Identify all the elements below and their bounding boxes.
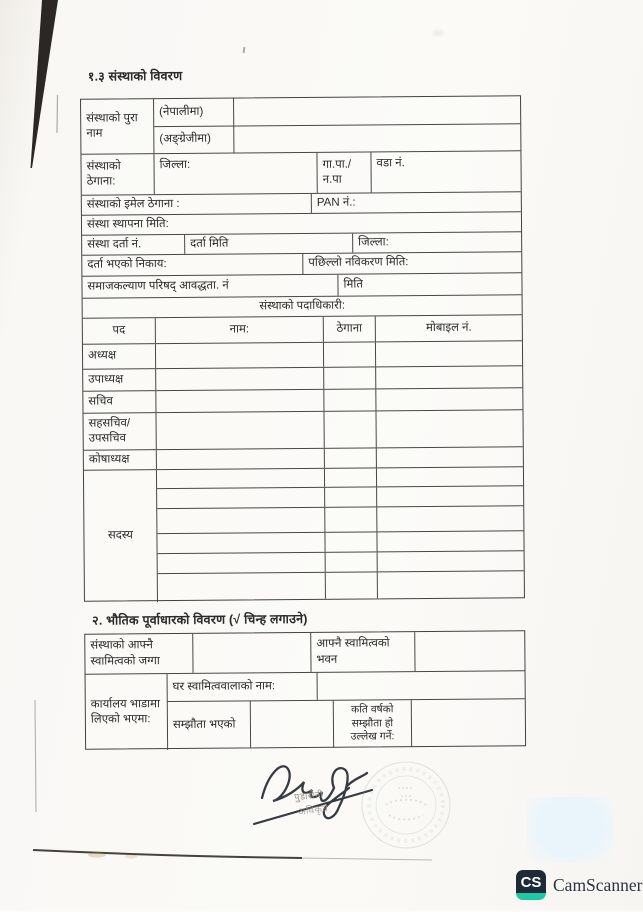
renewal-label: पछिल्लो नविकरण मिति:: [308, 256, 409, 270]
rented-office-label: कार्यालय भाडामा लिएको भएमा:: [86, 674, 169, 751]
address-cell: [325, 507, 377, 531]
post-label: उपाध्यक्ष: [83, 369, 156, 391]
name-cell: [157, 449, 325, 469]
address-cell: [324, 411, 376, 447]
mobile-cell: [378, 571, 524, 598]
mobile-cell: [376, 410, 522, 447]
establishment-label: संस्था स्थापना मिति:: [86, 217, 169, 231]
name-english-label: (अङ्ग्रेजीमा): [154, 126, 234, 153]
mobile-cell: [377, 506, 523, 531]
mobile-cell: [377, 467, 523, 486]
col-address: ठेगाना: [324, 316, 376, 341]
ownership-row: [85, 631, 524, 674]
address-cell: [325, 532, 377, 551]
officials-header-row: [83, 315, 522, 344]
name-english-row: [154, 124, 520, 153]
col-post: पद: [83, 318, 156, 344]
org-name-label: संस्थाको पुरा नाम: [81, 99, 154, 154]
address-cell: [325, 448, 377, 467]
org-address-label: संस्थाको ठेगाना:: [81, 154, 154, 195]
reg-no-label: संस्था दर्ता नं.: [82, 235, 185, 255]
org-details-table: [80, 95, 525, 601]
name-cell: [157, 533, 325, 553]
mobile-cell: [376, 341, 522, 366]
name-nepali-label: (नेपालीमा): [154, 99, 234, 126]
member-subrows: [157, 467, 524, 602]
scan-blue-tint: [527, 797, 613, 863]
mobile-cell: [377, 486, 523, 506]
agreement-label: सम्झौता भएको: [168, 701, 251, 749]
mobile-cell: [377, 531, 523, 551]
reg-date-label: दर्ता मिति: [185, 234, 353, 254]
org-name-subrows: [154, 96, 520, 153]
section2-title: २. भौतिक पूर्वाधारको विवरण (√ चिन्ह लगाउने): [92, 611, 308, 628]
address-cell: [324, 389, 376, 410]
section1-title: १.३ संस्थाको विवरण: [87, 68, 183, 84]
welfare-date-label: मिति: [343, 278, 363, 291]
agreement-years-label: कति वर्षको सम्झौता हो उल्लेख गर्ने:: [334, 700, 412, 748]
org-address-row: [81, 151, 520, 195]
post-label: सहसचिव/उपसचिव: [83, 413, 156, 450]
post-label: कोषाध्यक्ष: [84, 450, 157, 470]
reg-district-label: जिल्ला:: [358, 236, 389, 249]
camscanner-icon: CS: [516, 870, 546, 900]
address-cell: [326, 572, 378, 598]
name-cell: [157, 488, 325, 508]
own-land-label: संस्थाको आफ्नै स्वामित्वको जग्गा: [85, 634, 193, 674]
member-row: [158, 571, 524, 600]
name-cell: [156, 343, 324, 368]
scan-edge-artifact-bottom: [0, 690, 460, 870]
name-cell: [156, 412, 324, 449]
mobile-cell: [378, 551, 524, 571]
signature-stamp-title: अधिकृत: [297, 803, 329, 818]
address-cell: [326, 552, 378, 571]
name-cell: [158, 573, 326, 600]
pan-label: PAN नं.:: [316, 196, 356, 209]
officials-heading: संस्थाको पदाधिकारी:: [259, 299, 346, 313]
camscanner-label: CamScanner: [553, 874, 643, 895]
house-owner-label: घर स्वामित्ववालाको नाम:: [168, 673, 318, 701]
org-name-row-group: [81, 96, 520, 154]
name-nepali-value-cell: [234, 96, 520, 125]
address-cell: [325, 468, 377, 486]
municipality-label: गा.पा./न.पा: [317, 152, 371, 192]
address-cell: [324, 367, 376, 388]
name-cell: [157, 508, 325, 533]
reg-body-label: दर्ता भएको निकाय:: [82, 254, 303, 276]
ward-label: वडा नं.: [376, 157, 405, 170]
name-english-value-cell: [234, 124, 520, 153]
camscanner-watermark: [516, 870, 642, 900]
officer-row-chairman: [83, 341, 522, 369]
member-row: [157, 506, 523, 534]
name-nepali-row: [154, 96, 520, 126]
address-cell: [324, 342, 376, 366]
mobile-cell: [376, 388, 522, 410]
district-label: जिल्ला:: [154, 153, 317, 194]
member-label: सदस्य: [84, 470, 158, 603]
email-label: संस्थाको इमेल ठेगाना :: [82, 194, 312, 215]
officer-row-jointsecretary: [83, 410, 522, 450]
col-name: नाम:: [156, 317, 324, 343]
post-label: सचिव: [83, 391, 156, 413]
own-building-label: आफ्नै स्वामित्वको भवन: [311, 632, 415, 672]
own-building-check-cell: [415, 631, 524, 671]
col-mobile: मोबाइल नं.: [425, 321, 472, 334]
own-land-check-cell: [193, 633, 311, 673]
post-label: अध्यक्ष: [83, 344, 156, 369]
address-cell: [325, 487, 377, 506]
name-cell: [156, 390, 324, 412]
members-row-group: [84, 467, 524, 602]
welfare-council-label: समाजकल्याण परिषद् आवद्धता. नं: [82, 275, 338, 298]
mobile-cell: [376, 366, 522, 388]
mobile-cell: [377, 447, 523, 467]
name-cell: [157, 469, 325, 488]
name-cell: [156, 368, 324, 390]
signature-stamp-name: पुडासैनी: [293, 789, 324, 804]
name-cell: [158, 553, 326, 573]
